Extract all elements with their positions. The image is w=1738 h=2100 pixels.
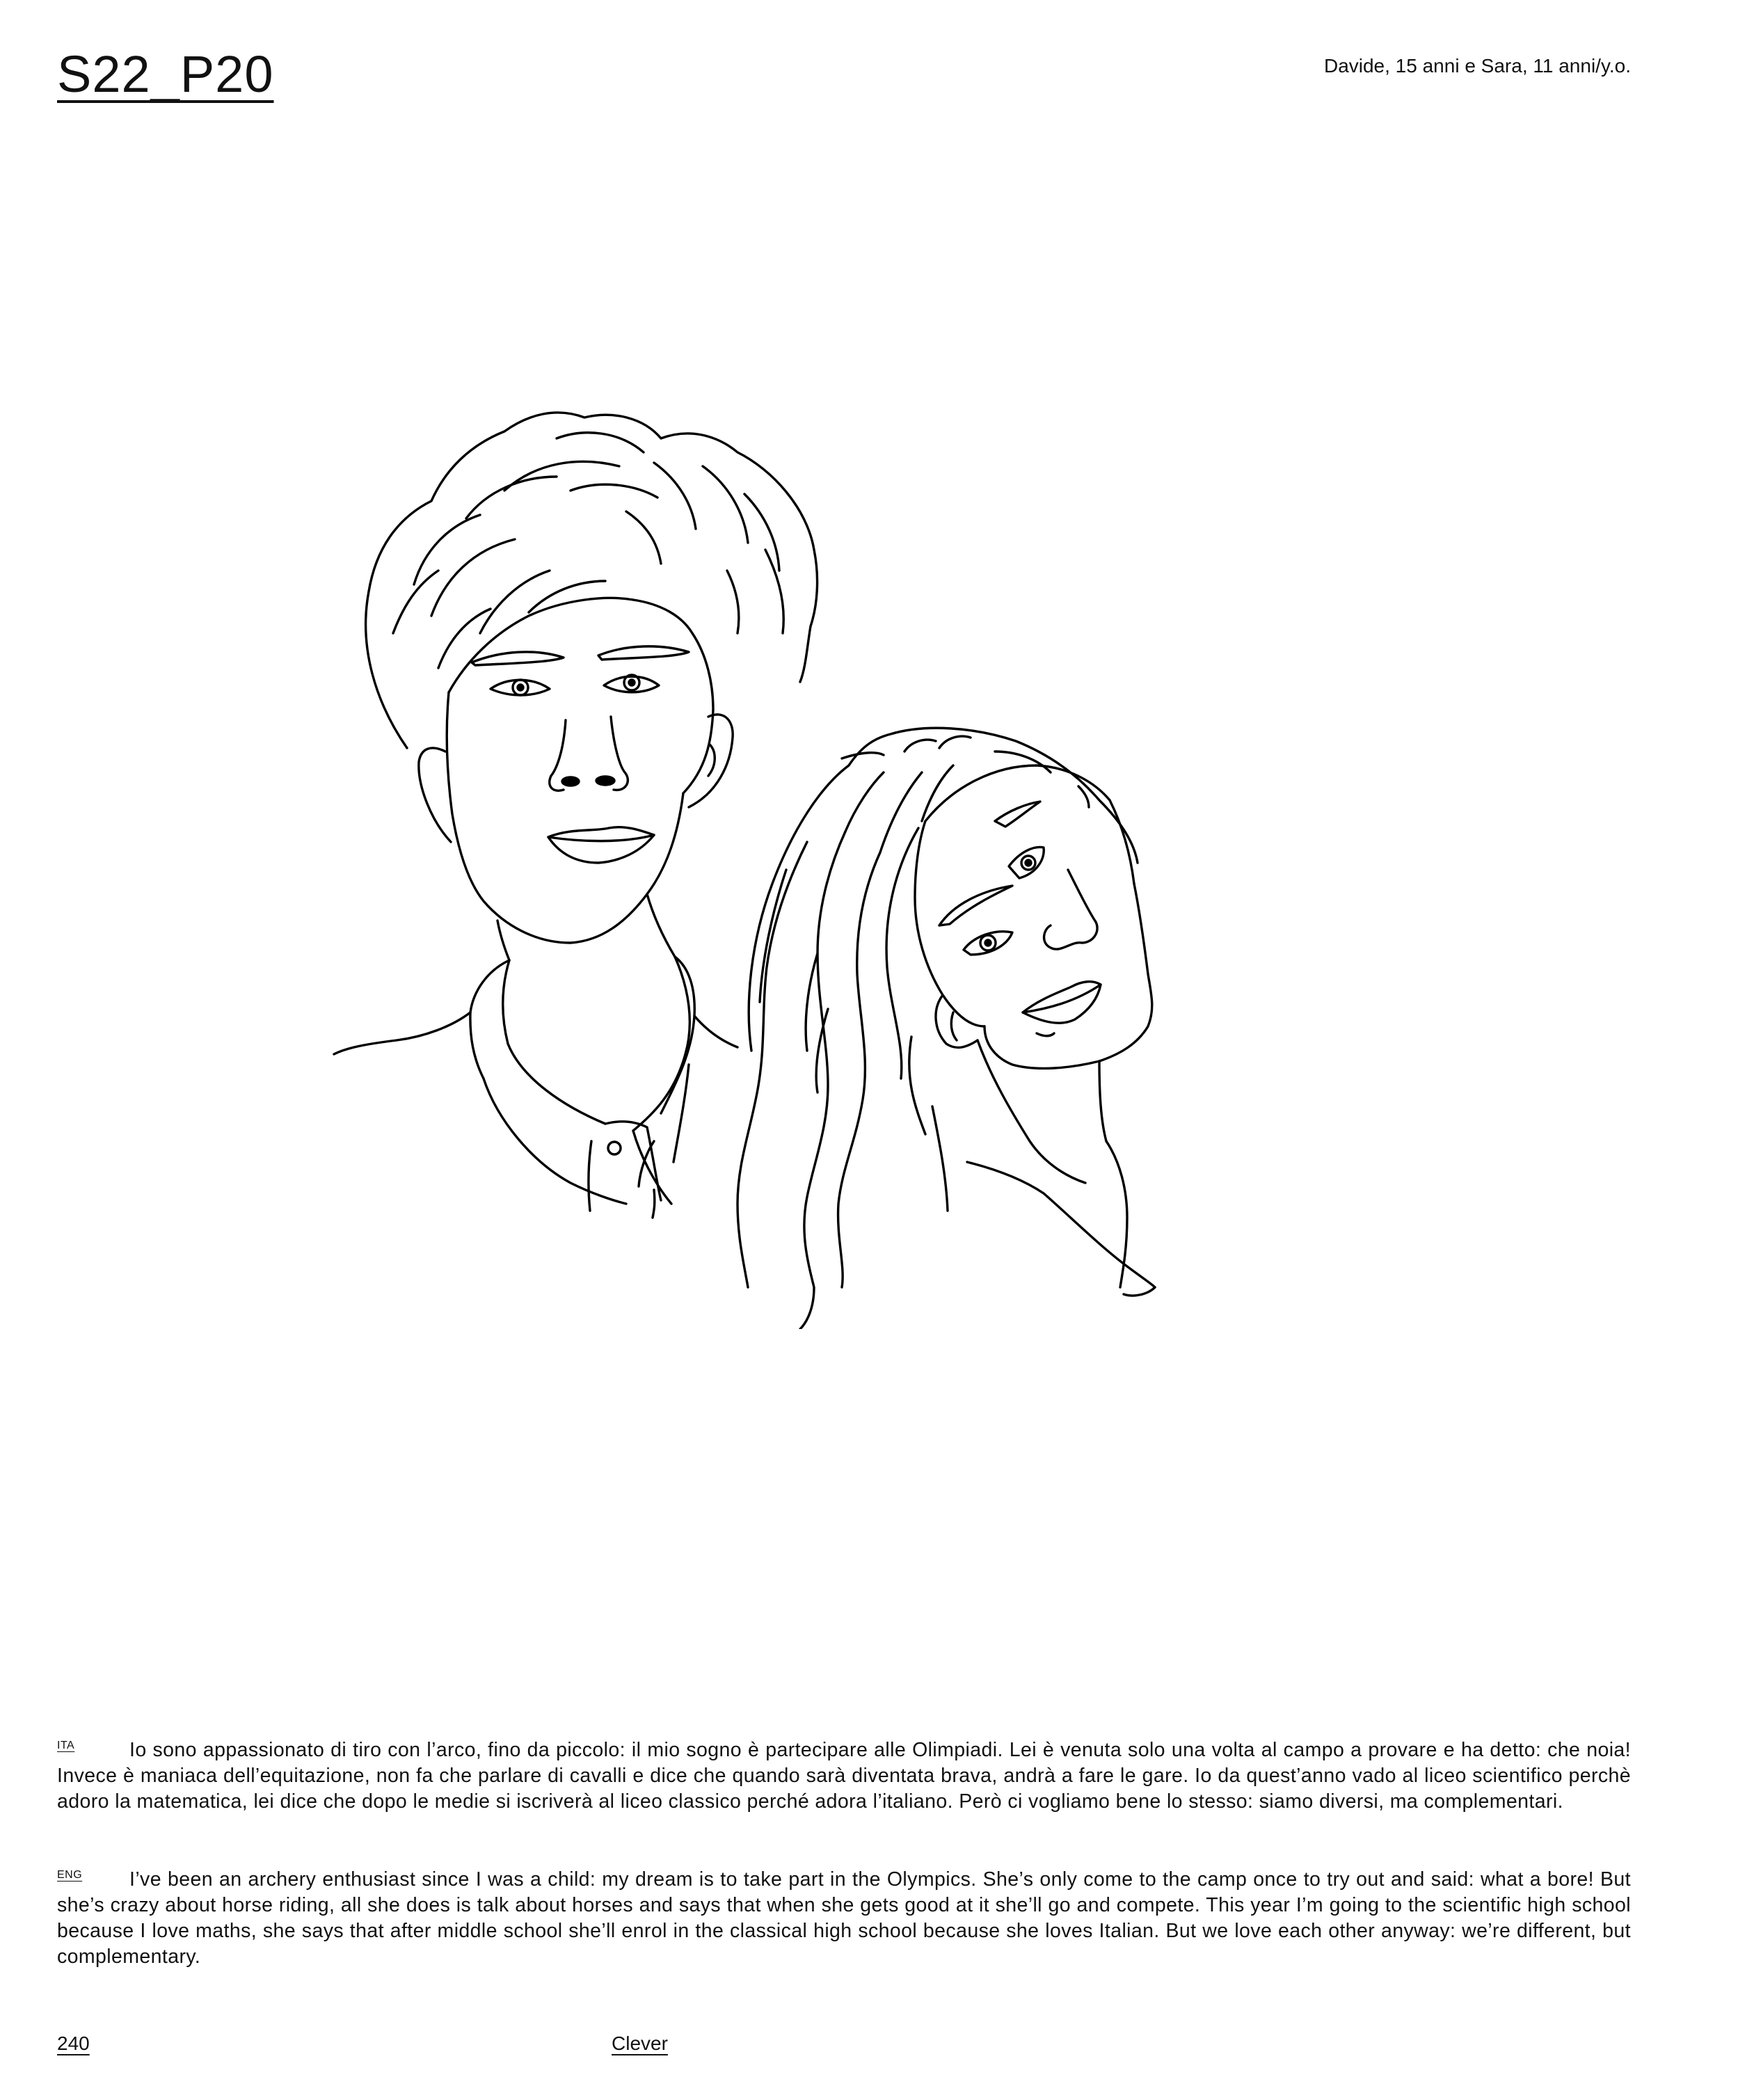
english-text-block bbox=[57, 1867, 1631, 1970]
italian-paragraph: Io sono appassionato di tiro con l’arco, fino da piccolo: il mio sogno è partecipare alle Olimpiadi. Lei è venuta solo una volta al campo a provare e ha detto: che noia! Invece è maniaca dell’equitazione, non fa che parlare di cavalli e dice che quando sarà diventata brava, andrà a fare le gare. Io da quest’anno vado al liceo scientifico perchè adoro la matematica, lei dice che dopo le medie si iscriverà al liceo classico perché adora l’italiano. Però ci vogliamo bene lo stesso: siamo diversi, ma complementari. bbox=[57, 1739, 1631, 1813]
page-code-title: S22_P20 bbox=[57, 45, 274, 103]
language-tag-eng: ENG bbox=[57, 1869, 83, 1881]
page-number: 240 bbox=[57, 2033, 90, 2054]
subjects-caption: Davide, 15 anni e Sara, 11 anni/y.o. bbox=[1323, 55, 1631, 77]
english-paragraph: I’ve been an archery enthusiast since I was a child: my dream is to take part in the Olympics. She’s only come to the camp once to try out and said: what a bore! But she’s crazy about horse riding, all she does is talk about horses and says that when she gets good at it she’ll go and compete. This year I’m going to the scientific high school because I love maths, she says that after middle school she’ll enrol in the classical high school because she loves Italian. But we love each other anyway: we’re different, but complementary. bbox=[57, 1868, 1631, 1968]
line-drawing-portrait-icon bbox=[327, 341, 1419, 1329]
portrait-illustration bbox=[327, 341, 1419, 1329]
section-name: Clever bbox=[612, 2033, 668, 2054]
italian-text-block bbox=[57, 1737, 1631, 1815]
language-tag-ita: ITA bbox=[57, 1740, 75, 1751]
